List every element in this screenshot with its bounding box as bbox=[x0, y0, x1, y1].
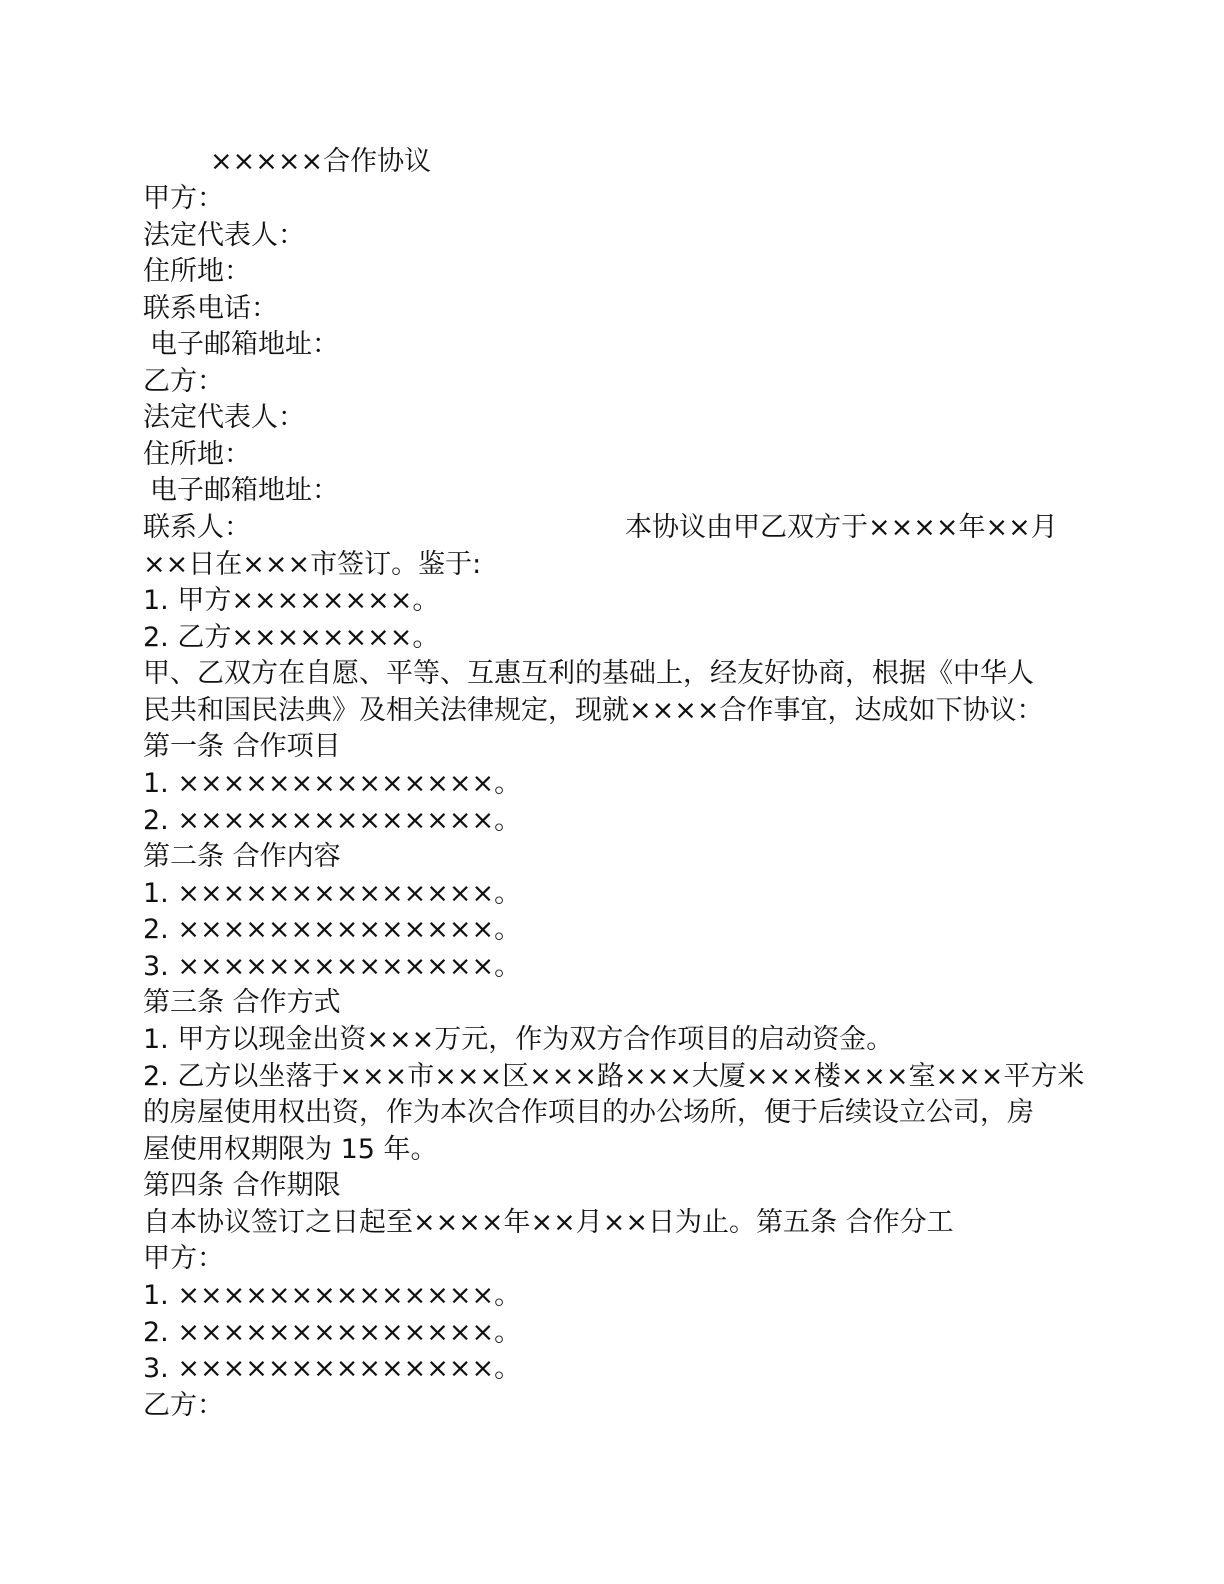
article-1-item: 2. ××××××××××××××。 bbox=[143, 805, 522, 836]
preamble-paragraph-line-2: 民共和国民法典》及相关法律规定，现就××××合作事宜，达成如下协议： bbox=[143, 695, 1044, 726]
article-1-heading: 第一条 合作项目 bbox=[143, 731, 341, 762]
article-3-item-2-line-3: 屋使用权期限为 15 年。 bbox=[143, 1134, 438, 1165]
article-5-party-a-item: 1. ××××××××××××××。 bbox=[143, 1280, 522, 1311]
article-2-heading: 第二条 合作内容 bbox=[143, 841, 341, 872]
article-4-text: 自本协议签订之日起至××××年××月××日为止。第五条 合作分工 bbox=[143, 1207, 954, 1238]
article-5-party-a-label: 甲方： bbox=[143, 1243, 224, 1274]
article-3-item-1: 1. 甲方以现金出资×××万元，作为双方合作项目的启动资金。 bbox=[143, 1024, 894, 1055]
party-b-email: 电子邮箱地址： bbox=[150, 475, 339, 506]
preamble-intro: 本协议由甲乙双方于××××年××月 bbox=[625, 512, 1058, 543]
party-b-address: 住所地： bbox=[143, 439, 251, 470]
article-5-party-a-item: 2. ××××××××××××××。 bbox=[143, 1317, 522, 1348]
article-2-item: 3. ××××××××××××××。 bbox=[143, 951, 522, 982]
article-2-item: 1. ××××××××××××××。 bbox=[143, 878, 522, 909]
party-a-email: 电子邮箱地址： bbox=[150, 329, 339, 360]
article-5-party-b-label: 乙方： bbox=[143, 1390, 224, 1421]
party-a-phone: 联系电话： bbox=[143, 293, 278, 324]
party-b-label: 乙方： bbox=[143, 366, 224, 397]
party-b-contact: 联系人： bbox=[143, 512, 251, 543]
party-a-legal-rep: 法定代表人： bbox=[143, 220, 305, 251]
party-a-label: 甲方： bbox=[143, 183, 224, 214]
article-3-item-2-line-2: 的房屋使用权出资，作为本次合作项目的办公场所，便于后续设立公司，房 bbox=[143, 1097, 1034, 1128]
article-3-item-2-line-1: 2. 乙方以坐落于×××市×××区×××路×××大厦×××楼×××室×××平方米 bbox=[143, 1061, 1085, 1092]
preamble-paragraph-line-1: 甲、乙双方在自愿、平等、互惠互利的基础上，经友好协商，根据《中华人 bbox=[143, 658, 1034, 689]
preamble-intro-cont: ××日在×××市签订。鉴于: bbox=[143, 549, 482, 580]
article-1-item: 1. ××××××××××××××。 bbox=[143, 768, 522, 799]
party-b-legal-rep: 法定代表人： bbox=[143, 402, 305, 433]
party-a-address: 住所地： bbox=[143, 256, 251, 287]
preamble-item-1: 1. 甲方××××××××。 bbox=[143, 585, 440, 616]
article-2-item: 2. ××××××××××××××。 bbox=[143, 914, 522, 945]
article-3-heading: 第三条 合作方式 bbox=[143, 987, 341, 1018]
document-title: ×××××合作协议 bbox=[210, 146, 432, 177]
article-5-party-a-item: 3. ××××××××××××××。 bbox=[143, 1353, 522, 1384]
preamble-item-2: 2. 乙方××××××××。 bbox=[143, 622, 440, 653]
article-4-heading: 第四条 合作期限 bbox=[143, 1170, 341, 1201]
